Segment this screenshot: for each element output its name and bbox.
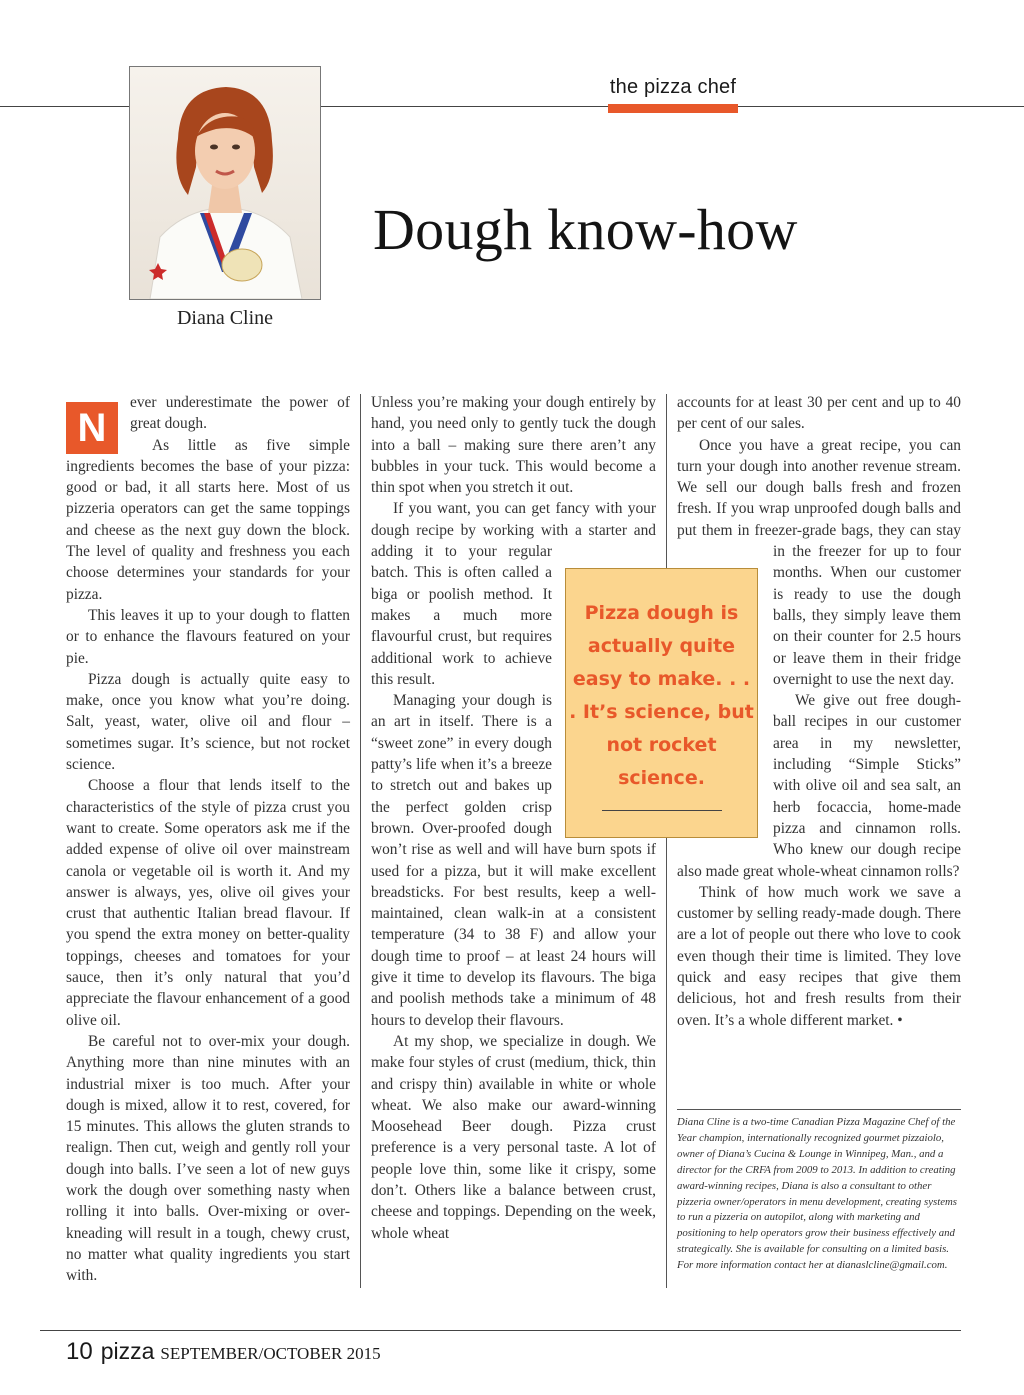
paragraph: We give out free dough-ball recipes in our customer area in my newsletter, including “Simple Sticks” with olive oil and sea salt, an herb focaccia, home-made pizza and cinnamon rolls. Who knew our dough recipe also made great whole-wheat cinnamon rolls? — [677, 692, 961, 880]
paragraph: Unless you’re making your dough entirely by hand, you need only to gently tuck the dough into a ball – making sure there aren’t any bubbles in your tuck. This would become a thin spot when you stretch it out. — [371, 394, 656, 497]
paragraph: Once you have a great recipe, you can turn your dough into another revenue stream. We sell our dough balls fresh and frozen fresh. If you wrap unproofed dough balls and put them in freezer-grade bags, they can stay in the freezer for up to four months. When our customer is ready to use the dough balls, they simply leave them on their counter for 2.5 hours or leave them in their fridge overnight to use the next day. — [677, 436, 961, 688]
paragraph: Pizza dough is actually quite easy to make, once you know what you’re doing. Salt, yeast, water, olive oil and flour – sometimes sugar. It’s science, but not rocket science. — [66, 670, 350, 774]
author-name: Diana Cline — [176, 307, 274, 329]
pull-quote-rule — [602, 810, 722, 811]
bio-rule — [677, 1109, 961, 1110]
column-divider — [360, 394, 361, 1288]
paragraph: ever underestimate the power of great dough. — [130, 394, 350, 433]
paragraph: accounts for at least 30 per cent and up to 40 per cent of our sales. — [677, 394, 961, 433]
author-bio: Diana Cline is a two-time Canadian Pizza Magazine Chef of the Year champion, internationally recognized gourmet pizzaiolo, owner of Diana’s Cucina & Lounge in Winnipeg, Man., and a director for the CRFA from 2009 to 2013. In addition to creating award-winning recipes, Diana is also a consultant to other pizzeria owner/operators in menu development, creating systems to run a pizzeria on autopilot, along with marketing and positioning to help operators grow their business effectively and strategically. She is available for consulting on a limited basis. For more information contact her at dianaslcline@gmail.com. — [677, 1116, 957, 1272]
article-column-2 — [371, 392, 656, 1292]
article-title: Dough know-how — [373, 197, 798, 262]
paragraph: As little as five simple ingredients becomes the base of your pizza: good or bad, it all starts here. Most of us pizzeria operators can get the same toppings and cheese as the next guy down the block. The level of quality and freshness you each choose determines your standards for your pizza. — [66, 436, 350, 603]
magazine-name: pizza — [100, 1338, 155, 1364]
section-label: the pizza chef — [609, 76, 737, 98]
article-column-1 — [66, 392, 350, 1292]
paragraph: Managing your dough is an art in itself. There is a “sweet zone” in every dough patty’s life when it’s a breeze to stretch out and bakes up the perfect golden crisp brown. Over-proofed dough won’t rise as well and will have burn spots if used for a pizza, but it will make excellent breadsticks. For best results, keep a well-maintained, clean walk-in at a consistent temperature (34 to 38 F) and allow your dough time to proof – at least 24 hours will give it time to develop its flavours. The biga and poolish methods take a minimum of 48 hours to develop their flavours. — [371, 692, 656, 1029]
paragraph: Be careful not to over-mix your dough. Anything more than nine minutes with an industrial mixer is too much. After your dough is mixed, allow it to rest, covered, for 15 minutes. This allows the gluten strands to realign. Then cut, weigh and gently roll your dough into balls. I’ve seen a lot of new guys work the dough over something nasty when rolling it into balls. Over-mixing or over-kneading will result in a tough, chewy crust, no matter what quality ingredients you start with. — [66, 1032, 350, 1285]
paragraph: If you want, you can get fancy with your dough recipe by working with a starter and adding it to your regular batch. This is often called a biga or poolish method. It makes a much more flavourful crust, but requires additional work to achieve this result. — [371, 500, 656, 688]
paragraph: Think of how much work we save a customer by selling ready-made dough. There are a lot of people out there who love to cook even though their time is limited. They love quick and easy recipes that give them delicious, hot and fresh results from their oven. It’s a whole different market. • — [677, 883, 961, 1029]
page-footer — [66, 1338, 381, 1366]
pull-quote — [565, 568, 758, 838]
pull-quote-text: Pizza dough is actually quite easy to make. . . . It’s science, but not rocket science. — [569, 602, 754, 789]
column-divider — [666, 394, 667, 1288]
page-number: 10 — [66, 1338, 93, 1365]
author-portrait-illustration — [130, 67, 320, 299]
author-photo — [129, 66, 321, 300]
footer-rule — [40, 1330, 961, 1331]
section-accent-bar — [608, 104, 738, 113]
drop-cap: N — [66, 402, 118, 454]
paragraph: Choose a flour that lends itself to the characteristics of the style of pizza crust you want to create. Some operators ask me if the added expense of olive oil over mainstream canola or vegetable oil is worth it. And my answer is always, yes, olive oil gives your crust that authentic Italian bread flavour. If you spend the extra money on better-quality toppings, cheeses and tomatoes for your sauce, then it’s only natural that you’d appreciate the flavour enhancement of a good olive oil. — [66, 777, 350, 1029]
paragraph: This leaves it up to your dough to flatten or to enhance the flavours featured on your pie. — [66, 606, 350, 667]
paragraph: At my shop, we specialize in dough. We make four styles of crust (medium, thick, thin and crispy thin) available in white or whole wheat. We also make our award-winning Moosehead Beer dough. Pizza crust preference is a very personal taste. A lot of people love thin, some like it crispy, some don’t. Others like a balance between crust, cheese and toppings. Depending on the week, whole wheat — [371, 1032, 656, 1242]
issue-date: SEPTEMBER/OCTOBER 2015 — [160, 1344, 381, 1363]
